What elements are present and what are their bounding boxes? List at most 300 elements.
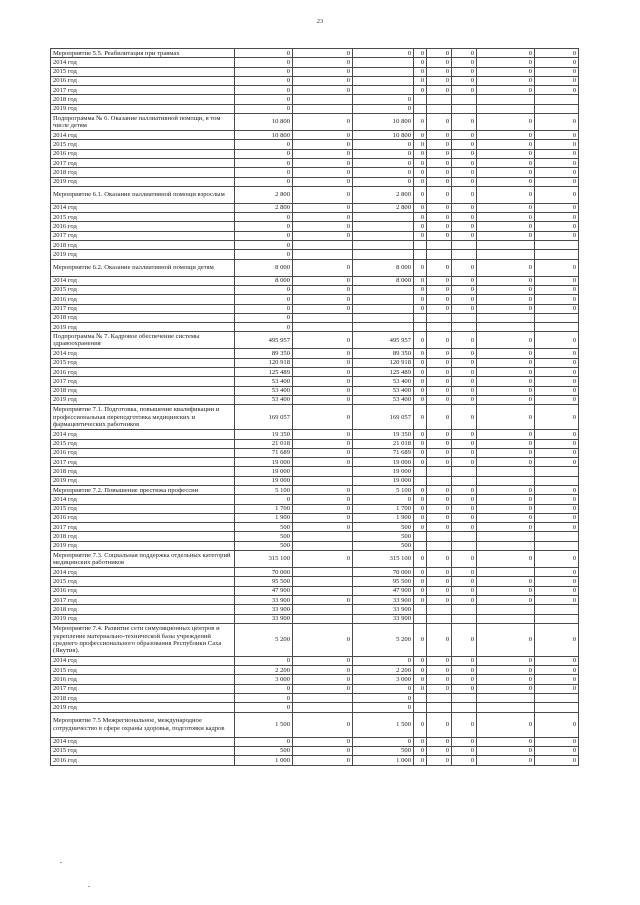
cell-value: 0: [414, 131, 427, 140]
cell-value: [293, 703, 353, 712]
cell-value: 0: [293, 746, 353, 755]
cell-value: 0: [427, 551, 452, 568]
cell-value: 0: [535, 213, 579, 222]
cell-value: [293, 694, 353, 703]
table-row: [51, 67, 579, 76]
table-row: [51, 746, 579, 755]
cell-value: 0: [535, 304, 579, 313]
cell-value: 19 000: [353, 458, 414, 467]
cell-value: 0: [427, 586, 452, 595]
cell-value: 0: [427, 158, 452, 167]
row-label: 2018 год: [51, 95, 235, 104]
cell-value: 95 500: [353, 577, 414, 586]
cell-value: 0: [427, 231, 452, 240]
table-row: [51, 430, 579, 439]
cell-value: 0: [414, 523, 427, 532]
cell-value: 0: [427, 623, 452, 656]
cell-value: [477, 703, 535, 712]
cell-value: 0: [477, 675, 535, 684]
row-label: 2016 год: [51, 295, 235, 304]
cell-value: [353, 250, 414, 259]
cell-value: 10 800: [353, 131, 414, 140]
cell-value: 0: [293, 168, 353, 177]
cell-value: 0: [293, 140, 353, 149]
row-label: 2015 год: [51, 577, 235, 586]
cell-value: 0: [452, 49, 477, 58]
cell-value: 0: [535, 76, 579, 85]
table-row: [51, 523, 579, 532]
cell-value: 33 900: [353, 595, 414, 604]
cell-value: 0: [452, 177, 477, 186]
cell-value: [452, 323, 477, 332]
cell-value: 0: [452, 439, 477, 448]
row-label: 2017 год: [51, 304, 235, 313]
cell-value: 0: [452, 168, 477, 177]
table-row: [51, 476, 579, 485]
table-row: [51, 532, 579, 541]
cell-value: 0: [293, 458, 353, 467]
cell-value: 0: [414, 168, 427, 177]
cell-value: 0: [535, 259, 579, 276]
cell-value: 0: [535, 332, 579, 349]
cell-value: 0: [477, 551, 535, 568]
table-row: [51, 405, 579, 430]
table-row: [51, 86, 579, 95]
cell-value: 0: [477, 285, 535, 294]
row-label: 2014 год: [51, 131, 235, 140]
cell-value: 5 200: [353, 623, 414, 656]
cell-value: 0: [535, 623, 579, 656]
cell-value: 0: [452, 448, 477, 457]
cell-value: 0: [414, 712, 427, 737]
cell-value: 0: [293, 523, 353, 532]
cell-value: 0: [414, 746, 427, 755]
cell-value: 0: [535, 577, 579, 586]
cell-value: 0: [452, 405, 477, 430]
cell-value: 0: [414, 86, 427, 95]
cell-value: 8 000: [235, 276, 293, 285]
cell-value: [414, 532, 427, 541]
cell-value: 0: [293, 439, 353, 448]
cell-value: 0: [427, 213, 452, 222]
cell-value: 0: [414, 656, 427, 665]
cell-value: 0: [535, 666, 579, 675]
cell-value: 0: [452, 377, 477, 386]
cell-value: 0: [535, 358, 579, 367]
table-row: [51, 439, 579, 448]
cell-value: 0: [293, 285, 353, 294]
cell-value: 47 900: [353, 586, 414, 595]
cell-value: 0: [427, 58, 452, 67]
cell-value: 0: [477, 358, 535, 367]
table-row: [51, 285, 579, 294]
cell-value: 500: [353, 523, 414, 532]
cell-value: 0: [414, 756, 427, 765]
cell-value: [293, 250, 353, 259]
cell-value: 0: [535, 58, 579, 67]
cell-value: 0: [414, 430, 427, 439]
cell-value: 0: [427, 295, 452, 304]
cell-value: 0: [477, 349, 535, 358]
cell-value: 0: [235, 49, 293, 58]
cell-value: 33 900: [235, 595, 293, 604]
cell-value: 0: [477, 213, 535, 222]
row-label: 2019 год: [51, 541, 235, 550]
cell-value: 0: [535, 756, 579, 765]
cell-value: 0: [427, 332, 452, 349]
cell-value: 0: [235, 104, 293, 113]
cell-value: 0: [235, 703, 293, 712]
cell-value: [293, 541, 353, 550]
cell-value: 0: [353, 684, 414, 693]
cell-value: [427, 313, 452, 322]
cell-value: [427, 250, 452, 259]
row-label: 2017 год: [51, 231, 235, 240]
cell-value: 0: [535, 86, 579, 95]
scan-speck: [88, 886, 90, 887]
cell-value: 0: [535, 177, 579, 186]
cell-value: 0: [535, 231, 579, 240]
row-label: 2019 год: [51, 614, 235, 623]
cell-value: 0: [414, 213, 427, 222]
table-row: [51, 295, 579, 304]
cell-value: 0: [293, 551, 353, 568]
cell-value: 0: [235, 323, 293, 332]
table-row: [51, 605, 579, 614]
cell-value: [353, 304, 414, 313]
cell-value: 0: [477, 86, 535, 95]
cell-value: 0: [477, 49, 535, 58]
cell-value: 0: [235, 58, 293, 67]
cell-value: 8 000: [235, 259, 293, 276]
cell-value: 0: [353, 656, 414, 665]
cell-value: 3 000: [235, 675, 293, 684]
cell-value: 0: [427, 756, 452, 765]
cell-value: 0: [427, 656, 452, 665]
table-row: [51, 395, 579, 404]
cell-value: 0: [452, 285, 477, 294]
cell-value: 0: [452, 586, 477, 595]
cell-value: 19 000: [235, 467, 293, 476]
cell-value: [452, 250, 477, 259]
cell-value: 0: [414, 485, 427, 494]
cell-value: 0: [293, 358, 353, 367]
cell-value: 0: [452, 504, 477, 513]
cell-value: 0: [535, 276, 579, 285]
row-label: 2018 год: [51, 605, 235, 614]
cell-value: 0: [235, 241, 293, 250]
row-label: 2014 год: [51, 430, 235, 439]
cell-value: [477, 95, 535, 104]
cell-value: [452, 476, 477, 485]
row-label: Мероприятие 7.3. Социальная поддержка отдельных категорий медицинских работников: [51, 551, 235, 568]
cell-value: 0: [535, 458, 579, 467]
cell-value: [452, 313, 477, 322]
cell-value: 0: [427, 203, 452, 212]
table-row: [51, 177, 579, 186]
cell-value: 0: [477, 177, 535, 186]
cell-value: 0: [427, 114, 452, 131]
row-label: 2016 год: [51, 586, 235, 595]
table-row: [51, 712, 579, 737]
cell-value: [477, 614, 535, 623]
row-label: 2018 год: [51, 386, 235, 395]
cell-value: 0: [452, 495, 477, 504]
cell-value: 0: [414, 67, 427, 76]
cell-value: 0: [427, 712, 452, 737]
cell-value: 0: [477, 746, 535, 755]
cell-value: 0: [293, 276, 353, 285]
cell-value: 0: [353, 737, 414, 746]
cell-value: 0: [477, 168, 535, 177]
cell-value: [293, 577, 353, 586]
cell-value: 0: [452, 149, 477, 158]
cell-value: 0: [235, 684, 293, 693]
cell-value: [535, 241, 579, 250]
cell-value: 53 400: [235, 386, 293, 395]
row-label: 2017 год: [51, 377, 235, 386]
row-label: 2015 год: [51, 504, 235, 513]
cell-value: 0: [427, 386, 452, 395]
cell-value: 0: [293, 675, 353, 684]
cell-value: 53 400: [235, 377, 293, 386]
cell-value: 0: [235, 86, 293, 95]
cell-value: 0: [477, 504, 535, 513]
cell-value: 0: [414, 186, 427, 203]
cell-value: 0: [452, 568, 477, 577]
row-label: 2019 год: [51, 104, 235, 113]
cell-value: 0: [414, 666, 427, 675]
table-row: [51, 541, 579, 550]
cell-value: 500: [353, 532, 414, 541]
cell-value: 0: [293, 186, 353, 203]
cell-value: 0: [477, 203, 535, 212]
cell-value: 33 900: [353, 614, 414, 623]
cell-value: 0: [414, 439, 427, 448]
cell-value: 0: [477, 430, 535, 439]
cell-value: 0: [427, 439, 452, 448]
row-label: 2017 год: [51, 595, 235, 604]
table-row: [51, 448, 579, 457]
row-label: 2019 год: [51, 476, 235, 485]
cell-value: 0: [293, 595, 353, 604]
table-row: [51, 323, 579, 332]
cell-value: 0: [477, 595, 535, 604]
table-row: [51, 495, 579, 504]
cell-value: 0: [427, 186, 452, 203]
cell-value: 0: [535, 737, 579, 746]
table-row: [51, 485, 579, 494]
cell-value: 0: [452, 551, 477, 568]
cell-value: [427, 467, 452, 476]
cell-value: 0: [452, 513, 477, 522]
cell-value: 47 900: [235, 586, 293, 595]
cell-value: [414, 541, 427, 550]
cell-value: 0: [477, 656, 535, 665]
cell-value: 0: [293, 485, 353, 494]
cell-value: 1 900: [353, 513, 414, 522]
cell-value: 0: [535, 595, 579, 604]
cell-value: [293, 476, 353, 485]
cell-value: 0: [235, 285, 293, 294]
table-row: [51, 504, 579, 513]
cell-value: 19 350: [353, 430, 414, 439]
cell-value: 0: [427, 737, 452, 746]
cell-value: 0: [235, 231, 293, 240]
row-label: 2016 год: [51, 448, 235, 457]
cell-value: 0: [414, 395, 427, 404]
cell-value: 500: [353, 746, 414, 755]
table-row: [51, 104, 579, 113]
cell-value: 0: [427, 395, 452, 404]
row-label: 2016 год: [51, 222, 235, 231]
table-row: [51, 250, 579, 259]
cell-value: [414, 694, 427, 703]
cell-value: 0: [427, 666, 452, 675]
cell-value: 0: [293, 623, 353, 656]
cell-value: 0: [427, 568, 452, 577]
cell-value: 0: [293, 49, 353, 58]
cell-value: 1 500: [235, 712, 293, 737]
cell-value: 0: [293, 67, 353, 76]
cell-value: 0: [477, 737, 535, 746]
cell-value: 0: [293, 332, 353, 349]
cell-value: [535, 250, 579, 259]
cell-value: 0: [477, 222, 535, 231]
cell-value: 0: [535, 675, 579, 684]
cell-value: 0: [535, 158, 579, 167]
row-label: 2015 год: [51, 666, 235, 675]
cell-value: [535, 467, 579, 476]
cell-value: 0: [414, 231, 427, 240]
cell-value: [477, 241, 535, 250]
cell-value: 0: [535, 114, 579, 131]
cell-value: [477, 541, 535, 550]
cell-value: 0: [427, 222, 452, 231]
cell-value: [452, 605, 477, 614]
cell-value: 0: [427, 49, 452, 58]
cell-value: 0: [293, 756, 353, 765]
table-row: [51, 358, 579, 367]
cell-value: 0: [293, 177, 353, 186]
row-label: 2015 год: [51, 285, 235, 294]
cell-value: [293, 605, 353, 614]
cell-value: 0: [414, 586, 427, 595]
cell-value: 0: [235, 67, 293, 76]
cell-value: 0: [452, 737, 477, 746]
cell-value: 2 800: [235, 186, 293, 203]
table-row: [51, 186, 579, 203]
table-row: [51, 586, 579, 595]
row-label: 2014 год: [51, 203, 235, 212]
cell-value: 0: [477, 67, 535, 76]
row-label: 2019 год: [51, 703, 235, 712]
cell-value: 500: [235, 532, 293, 541]
row-label: Мероприятие 7.2. Повышение престижа профессии: [51, 485, 235, 494]
cell-value: [427, 532, 452, 541]
cell-value: 0: [535, 67, 579, 76]
table-row: [51, 666, 579, 675]
cell-value: 0: [452, 86, 477, 95]
cell-value: 2 200: [353, 666, 414, 675]
cell-value: 0: [452, 349, 477, 358]
cell-value: 0: [235, 213, 293, 222]
cell-value: 0: [452, 131, 477, 140]
cell-value: 8 000: [353, 276, 414, 285]
cell-value: 0: [477, 304, 535, 313]
cell-value: [293, 568, 353, 577]
cell-value: 0: [414, 358, 427, 367]
cell-value: [427, 104, 452, 113]
row-label: 2017 год: [51, 458, 235, 467]
cell-value: [452, 241, 477, 250]
cell-value: 0: [235, 313, 293, 322]
cell-value: 0: [293, 712, 353, 737]
cell-value: 0: [414, 259, 427, 276]
row-label: 2014 год: [51, 495, 235, 504]
cell-value: 1 700: [353, 504, 414, 513]
cell-value: [427, 323, 452, 332]
cell-value: 0: [293, 386, 353, 395]
cell-value: [477, 605, 535, 614]
cell-value: 0: [535, 485, 579, 494]
table-row: [51, 614, 579, 623]
row-label: 2015 год: [51, 358, 235, 367]
row-label: 2018 год: [51, 532, 235, 541]
cell-value: 0: [293, 149, 353, 158]
cell-value: 0: [353, 140, 414, 149]
cell-value: 0: [452, 712, 477, 737]
cell-value: 0: [235, 250, 293, 259]
table-row: [51, 368, 579, 377]
cell-value: 0: [293, 448, 353, 457]
cell-value: [293, 586, 353, 595]
cell-value: 2 800: [235, 203, 293, 212]
cell-value: 0: [452, 684, 477, 693]
cell-value: 0: [535, 430, 579, 439]
cell-value: 0: [477, 131, 535, 140]
cell-value: 0: [535, 168, 579, 177]
cell-value: 0: [535, 523, 579, 532]
cell-value: 0: [235, 495, 293, 504]
row-label: 2016 год: [51, 513, 235, 522]
cell-value: 0: [477, 368, 535, 377]
cell-value: 0: [414, 504, 427, 513]
row-label: Мероприятие 7.1. Подготовка, повышение квалификации и профессиональная переподготовка медицинских и фармацевтических работников: [51, 405, 235, 430]
cell-value: 0: [293, 368, 353, 377]
cell-value: [452, 541, 477, 550]
cell-value: 0: [235, 149, 293, 158]
cell-value: 0: [293, 304, 353, 313]
cell-value: 0: [414, 675, 427, 684]
table-row: [51, 241, 579, 250]
row-label: 2018 год: [51, 694, 235, 703]
cell-value: 0: [452, 76, 477, 85]
cell-value: 70 000: [353, 568, 414, 577]
table-row: [51, 386, 579, 395]
cell-value: 0: [235, 168, 293, 177]
cell-value: [452, 467, 477, 476]
cell-value: 0: [477, 485, 535, 494]
cell-value: 0: [477, 405, 535, 430]
table-row: [51, 213, 579, 222]
cell-value: 0: [353, 149, 414, 158]
cell-value: 0: [477, 259, 535, 276]
cell-value: [353, 323, 414, 332]
cell-value: 0: [293, 656, 353, 665]
table-row: [51, 149, 579, 158]
cell-value: [353, 285, 414, 294]
